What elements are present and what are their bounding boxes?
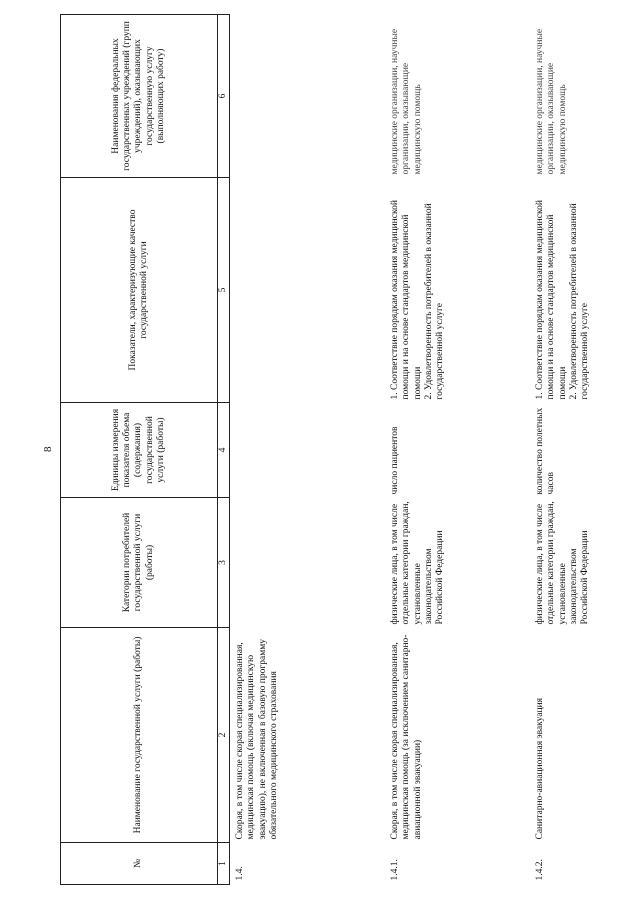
institutions: медицинские организации, научные организации, оказывающие медицинскую помощь — [390, 28, 423, 175]
column-number: 3 — [218, 498, 230, 628]
service-name: Скорая, в том числе скорая специализированная, медицинская помощь (включая медицинскую эвакуацию), не включенная в базовую программу обязательного медицинского страхования — [235, 639, 279, 840]
column-number: 1 — [218, 843, 230, 885]
quality-indicators — [230, 178, 373, 403]
header-service-name: Наименование государственной услуги (работы) — [61, 628, 218, 843]
header-units: Единицы измерения показателя объема (содержания) государственной услуги (работы) — [61, 403, 218, 498]
row-number: 1.4.2. — [535, 859, 546, 881]
header-number: № — [61, 843, 218, 885]
measurement-unit: число пациентов — [390, 426, 401, 495]
service-name: Скорая, в том числе скорая специализированная, медицинская помощь (за исключением санитарно-авиационной эвакуации) — [390, 634, 423, 840]
quality-indicators: 1. Соответствие порядкам оказания медицинской помощи и на основе стандартов медицинской помощи 2. Удовлетворенность потребителей в оказанной государственной услуге — [535, 200, 591, 400]
column-number: 2 — [218, 628, 230, 843]
document-page — [60, 15, 590, 885]
consumer-categories: физические лица, в том числе отдельные категории граждан, установленные законодательством Российской Федерации — [535, 501, 591, 625]
header-quality: Показатели, характеризующие качество государственной услуги — [61, 178, 218, 403]
consumer-categories: физические лица, в том числе отдельные категории граждан, установленные законодательством Российской Федерации — [390, 501, 446, 625]
row-number: 1.4.1. — [390, 859, 401, 881]
table-row — [230, 15, 373, 885]
measurement-unit — [230, 403, 373, 498]
services-table — [60, 14, 640, 885]
header-consumers: Категории потребителей государственной услуги (работы) — [61, 498, 218, 628]
measurement-unit: количество полетных часов — [535, 407, 557, 495]
row-number: 1.4. — [235, 866, 246, 881]
consumer-categories — [230, 498, 373, 628]
service-name: Санитарно-авиационная эвакуация — [535, 697, 546, 840]
table-header — [61, 15, 230, 885]
quality-indicators: 1. Соответствие порядкам оказания медицинской помощи и на основе стандартов медицинской помощи 2. Удовлетворенность потребителей в оказанной государственной услуге — [390, 200, 446, 400]
page-number: 8 — [42, 446, 54, 452]
table-row — [372, 15, 517, 885]
table-row — [517, 15, 640, 885]
column-number: 5 — [218, 178, 230, 403]
column-number: 6 — [218, 15, 230, 178]
header-institutions: Наименования федеральных государственных учреждений (групп учреждений), оказывающих государственную услугу (выполняющих работу) — [61, 15, 218, 178]
column-number: 4 — [218, 403, 230, 498]
institutions: медицинские организации, научные организации, оказывающие медицинскую помощь — [535, 28, 568, 175]
institutions — [230, 15, 373, 178]
